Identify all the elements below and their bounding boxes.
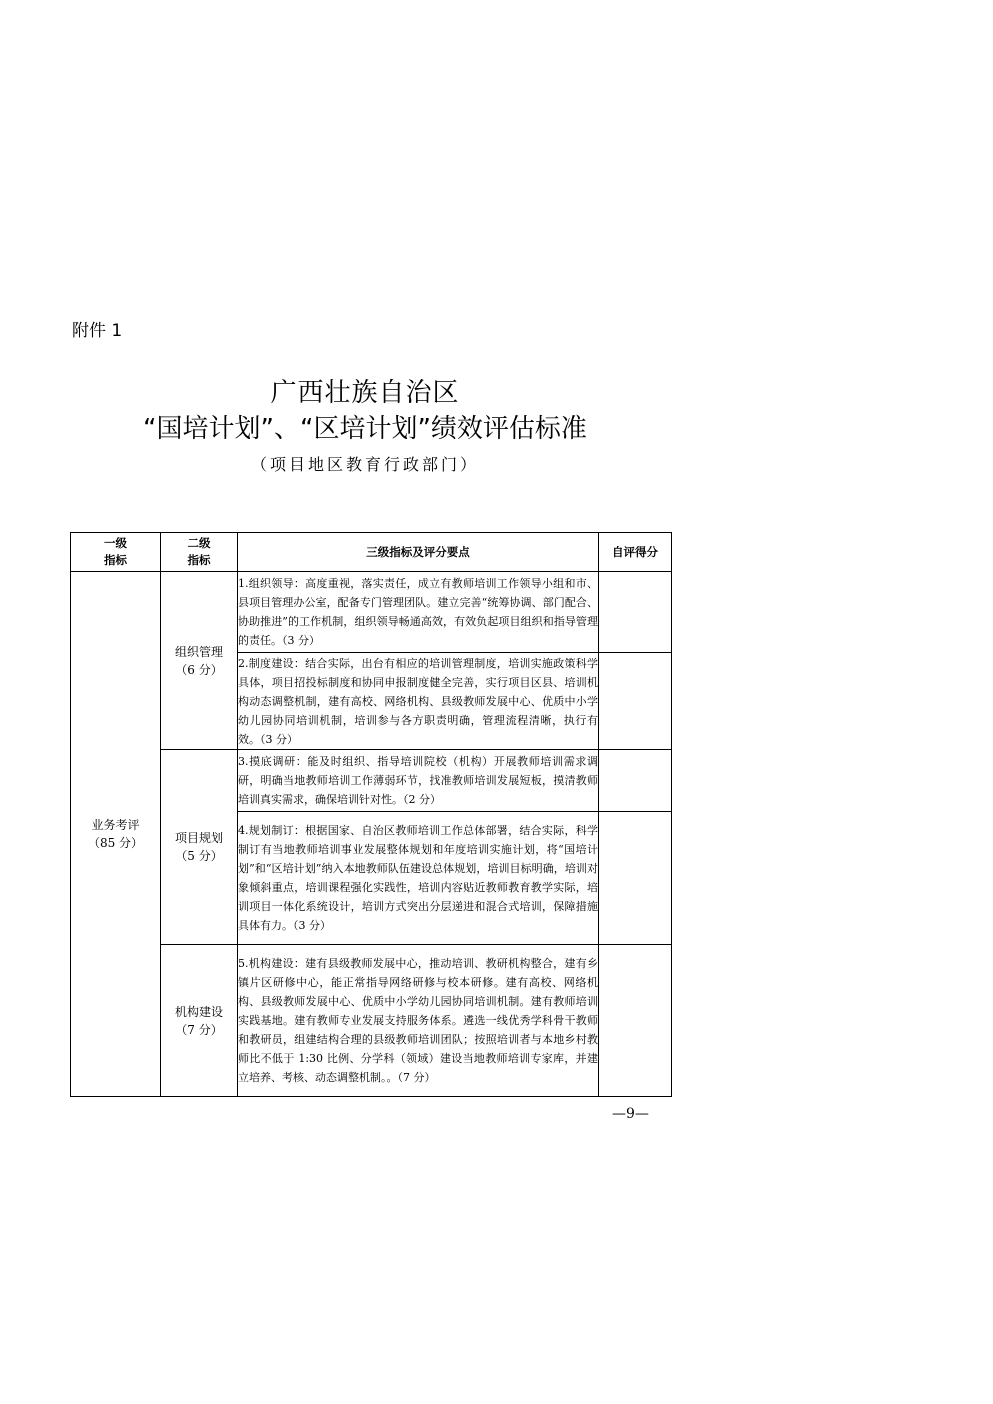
table-row	[71, 572, 672, 653]
level1-cell	[71, 572, 161, 1097]
level2-name: 项目规划	[174, 831, 223, 845]
self-score-cell[interactable]	[599, 945, 672, 1097]
level2-cell-org-management	[161, 572, 238, 750]
level2-cell-project-planning	[161, 750, 238, 945]
level2-cell-institution-building	[161, 945, 238, 1097]
header-level2: 二级 指标	[161, 533, 238, 572]
document-title: 广西壮族自治区	[270, 378, 460, 408]
document-title-line2: “国培计划”、“区培计划”绩效评估标准	[143, 414, 587, 444]
level2-name: 机构建设	[174, 1004, 223, 1019]
table-row	[71, 945, 672, 1097]
header-level1: 一级 指标	[71, 533, 161, 572]
item-detail: 3.摸底调研：能及时组织、指导培训院校（机构）开展教师培训需求调研，明确当地教师培训工作薄弱环节，找准教师培训发展短板，摸清教师培训真实需求，确保培训针对性。（2 分）	[238, 750, 599, 812]
table-row	[71, 750, 672, 812]
item-detail: 1.组织领导：高度重视，落实责任，成立有教师培训工作领导小组和市、县项目管理办公室，配备专门管理团队。建立完善“统筹协调、部门配合、协助推进”的工作机制，组织领导畅通高效，有效负起项目组织和指导管理的责任。（3 分）	[238, 572, 599, 653]
level2-points: （6 分）	[175, 662, 223, 677]
self-score-cell[interactable]	[599, 812, 672, 945]
item-detail: 4.规划制订：根据国家、自治区教师培训工作总体部署，结合实际，科学制订有当地教师培训事业发展整体规划和年度培训实施计划，将“国培计划”和“区培计划”纳入本地教师队伍建设总体规划，培训目标明确，培训对象倾斜重点，培训课程强化实践性，培训内容贴近教师教育教学实际，培训项目一体化系统设计，培训方式突出分层递进和混合式培训，保障措施具体有力。（3 分）	[238, 812, 599, 945]
self-score-cell[interactable]	[599, 572, 672, 653]
item-detail: 5.机构建设：建有县级教师发展中心，推动培训、教研机构整合，建有乡镇片区研修中心，能正常指导网络研修与校本研修。建有高校、网络机构、县级教师发展中心、优质中小学幼儿园协同培训机制。建有教师培训实践基地。建有教师专业发展支持服务体系。遴选一线优秀学科骨干教师和教研员，组建结构合理的县级教师培训团队；按照培训者与本地乡村教师比不低于 1:30 比例、分学科（领域）建设当地教师培训专家库，并建立培养、考核、动态调整机制。。（7 分）	[238, 945, 599, 1097]
attachment-label: 附件 1	[72, 321, 123, 341]
item-detail: 2.制度建设：结合实际，出台有相应的培训管理制度，培训实施政策科学具体，项目招投标制度和协同申报制度健全完善，实行项目区县、培训机构动态调整机制，建有高校、网络机构、县级教师发展中心、优质中小学幼儿园协同培训机制，培训参与各方职责明确，管理流程清晰，执行有效。（3 分）	[238, 653, 599, 750]
level2-points: （7 分）	[175, 1022, 223, 1037]
header-level3: 三级指标及评分要点	[238, 533, 599, 572]
evaluation-standard-table	[70, 532, 672, 1097]
header-self-score: 自评得分	[599, 533, 672, 572]
level1-points: （85 分）	[87, 836, 144, 850]
level2-points: （5 分）	[175, 849, 223, 863]
self-score-cell[interactable]	[599, 750, 672, 812]
level2-name: 组织管理	[174, 644, 223, 659]
table-header-row	[71, 533, 672, 572]
document-subtitle: （项目地区教育行政部门）	[250, 455, 479, 474]
level1-name: 业务考评	[91, 818, 140, 832]
page-number: —9—	[612, 1106, 649, 1122]
self-score-cell[interactable]	[599, 653, 672, 750]
